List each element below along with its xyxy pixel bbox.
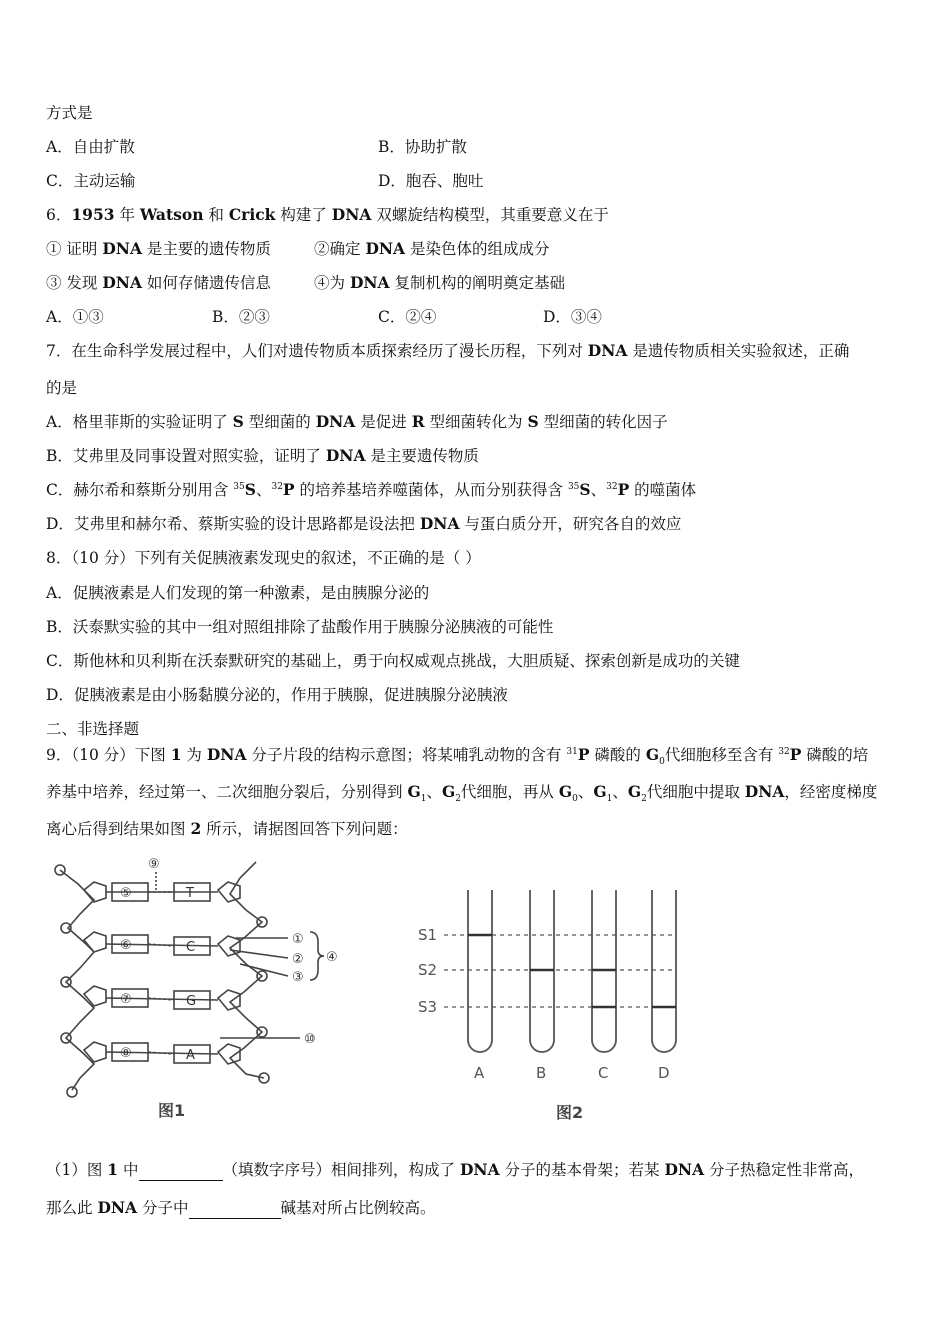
q6-statement-1: ① 证明 DNA 是主要的遗传物质 xyxy=(46,239,271,258)
q9-stem-line1: 9．（10 分）下图 1 为 DNA 分子片段的结构示意图；将某哺乳动物的含有 $^{31}$P 磷酸的 $G_0$代细胞移至含有 $^{32}$P 磷酸的培 xyxy=(46,745,869,768)
fig1-label-8: ⑧ xyxy=(120,1046,132,1061)
q8-option-c[interactable]: C．斯他林和贝利斯在沃泰默研究的基础上，勇于向权威观点挑战，大胆质疑、探索创新是成功的关键 xyxy=(46,652,740,670)
q6-option-d[interactable]: D．③④ xyxy=(543,308,602,326)
q7-option-d[interactable]: D．艾弗里和赫尔希、蔡斯实验的设计思路都是设法把 DNA 与蛋白质分开，研究各自的效应 xyxy=(46,514,682,533)
tube-label-a: A xyxy=(474,1064,485,1082)
figure-1-dna-structure xyxy=(50,852,360,1124)
q8-option-a[interactable]: A．促胰液素是人们发现的第一种激素，是由胰腺分泌的 xyxy=(46,584,430,602)
fig1-label-2: ② xyxy=(292,952,304,967)
q5-option-a[interactable]: A．自由扩散 xyxy=(46,138,135,156)
fig1-base-a: A xyxy=(186,1048,195,1063)
tube-label-c: C xyxy=(598,1064,609,1082)
answer-blank-1[interactable] xyxy=(139,1160,223,1181)
q8-stem: 8．（10 分）下列有关促胰液素发现史的叙述，不正确的是（ ） xyxy=(46,549,481,567)
q7-option-b[interactable]: B．艾弗里及同事设置对照实验，证明了 DNA 是主要遗传物质 xyxy=(46,446,479,465)
tube-label-d: D xyxy=(658,1064,670,1082)
q7-stem-line1: 7．在生命科学发展过程中，人们对遗传物质本质探索经历了漫长历程，下列对 DNA 是遗传物质相关实验叙述，正确 xyxy=(46,341,850,360)
q5-option-d[interactable]: D．胞吞、胞吐 xyxy=(378,172,484,190)
q5-stem-tail: 方式是 xyxy=(46,104,93,122)
q6-option-c[interactable]: C．②④ xyxy=(378,308,437,326)
q6-statement-4: ④为 DNA 复制机构的阐明奠定基础 xyxy=(314,273,566,292)
q9-1-line2: 那么此 DNA 分子中 碱基对所占比例较高。 xyxy=(46,1198,436,1217)
level-s2: S2 xyxy=(418,961,438,979)
q6-statement-3: ③ 发现 DNA 如何存储遗传信息 xyxy=(46,273,271,292)
q6-stem: 6．1953 年 Watson 和 Crick 构建了 DNA 双螺旋结构模型，其重要意义在于 xyxy=(46,205,609,224)
q9-stem-line2: 养基中培养，经过第一、二次细胞分裂后，分别得到 $G_1$、$G_2$代细胞，再从 $G_0$、$G_1$、$G_2$代细胞中提取 DNA，经密度梯度 xyxy=(46,782,878,805)
fig1-label-9: ⑨ xyxy=(148,857,160,872)
q5-option-c[interactable]: C．主动运输 xyxy=(46,172,136,190)
fig1-label-1: ① xyxy=(292,932,304,947)
fig1-label-3: ③ xyxy=(292,970,304,985)
fig1-caption: 图1 xyxy=(158,1101,186,1120)
q7-stem-line2: 的是 xyxy=(46,379,78,397)
tube-d xyxy=(652,890,676,1052)
fig1-base-t: T xyxy=(186,886,194,901)
fig1-label-10: ⑩ xyxy=(304,1032,316,1047)
level-s3: S3 xyxy=(418,998,438,1016)
q6-option-a[interactable]: A．①③ xyxy=(46,308,104,326)
level-s1: S1 xyxy=(418,926,438,944)
q9-stem-line3: 离心后得到结果如图 2 所示，请据图回答下列问题： xyxy=(46,819,408,838)
q6-statement-2: ②确定 DNA 是染色体的组成成分 xyxy=(314,239,550,258)
q8-option-d[interactable]: D．促胰液素是由小肠黏膜分泌的，作用于胰腺，促进胰腺分泌胰液 xyxy=(46,686,508,704)
tube-label-b: B xyxy=(536,1064,547,1082)
tube-a xyxy=(468,890,492,1052)
q9-1-line1: （1）图 1 中 （填数字序号）相间排列，构成了 DNA 分子的基本骨架；若某 DNA 分子热稳定性非常高， xyxy=(46,1160,865,1179)
figure-2-centrifuge-tubes xyxy=(410,880,700,1125)
answer-blank-2[interactable] xyxy=(189,1198,281,1219)
q6-option-b[interactable]: B．②③ xyxy=(212,308,270,326)
fig1-base-g: G xyxy=(186,994,197,1009)
fig1-label-4: ④ xyxy=(326,950,338,965)
fig2-caption: 图2 xyxy=(556,1103,584,1122)
q7-option-c[interactable]: C．赫尔希和蔡斯分别用含 $^{35}$S、$^{32}$P 的培养基培养噬菌体，从而分别获得含 $^{35}$S、$^{32}$P 的噬菌体 xyxy=(46,480,697,499)
q8-option-b[interactable]: B．沃泰默实验的其中一组对照组排除了盐酸作用于胰腺分泌胰液的可能性 xyxy=(46,618,554,636)
q7-option-a[interactable]: A．格里菲斯的实验证明了 S 型细菌的 DNA 是促进 R 型细菌转化为 S 型细菌的转化因子 xyxy=(46,412,668,431)
fig1-base-c: C xyxy=(186,940,196,955)
q5-option-b[interactable]: B．协助扩散 xyxy=(378,138,467,156)
fig1-label-5: ⑤ xyxy=(120,886,132,901)
fig1-label-7: ⑦ xyxy=(120,992,132,1007)
section-heading: 二、非选择题 xyxy=(46,720,140,738)
fig1-label-6: ⑥ xyxy=(120,938,132,953)
